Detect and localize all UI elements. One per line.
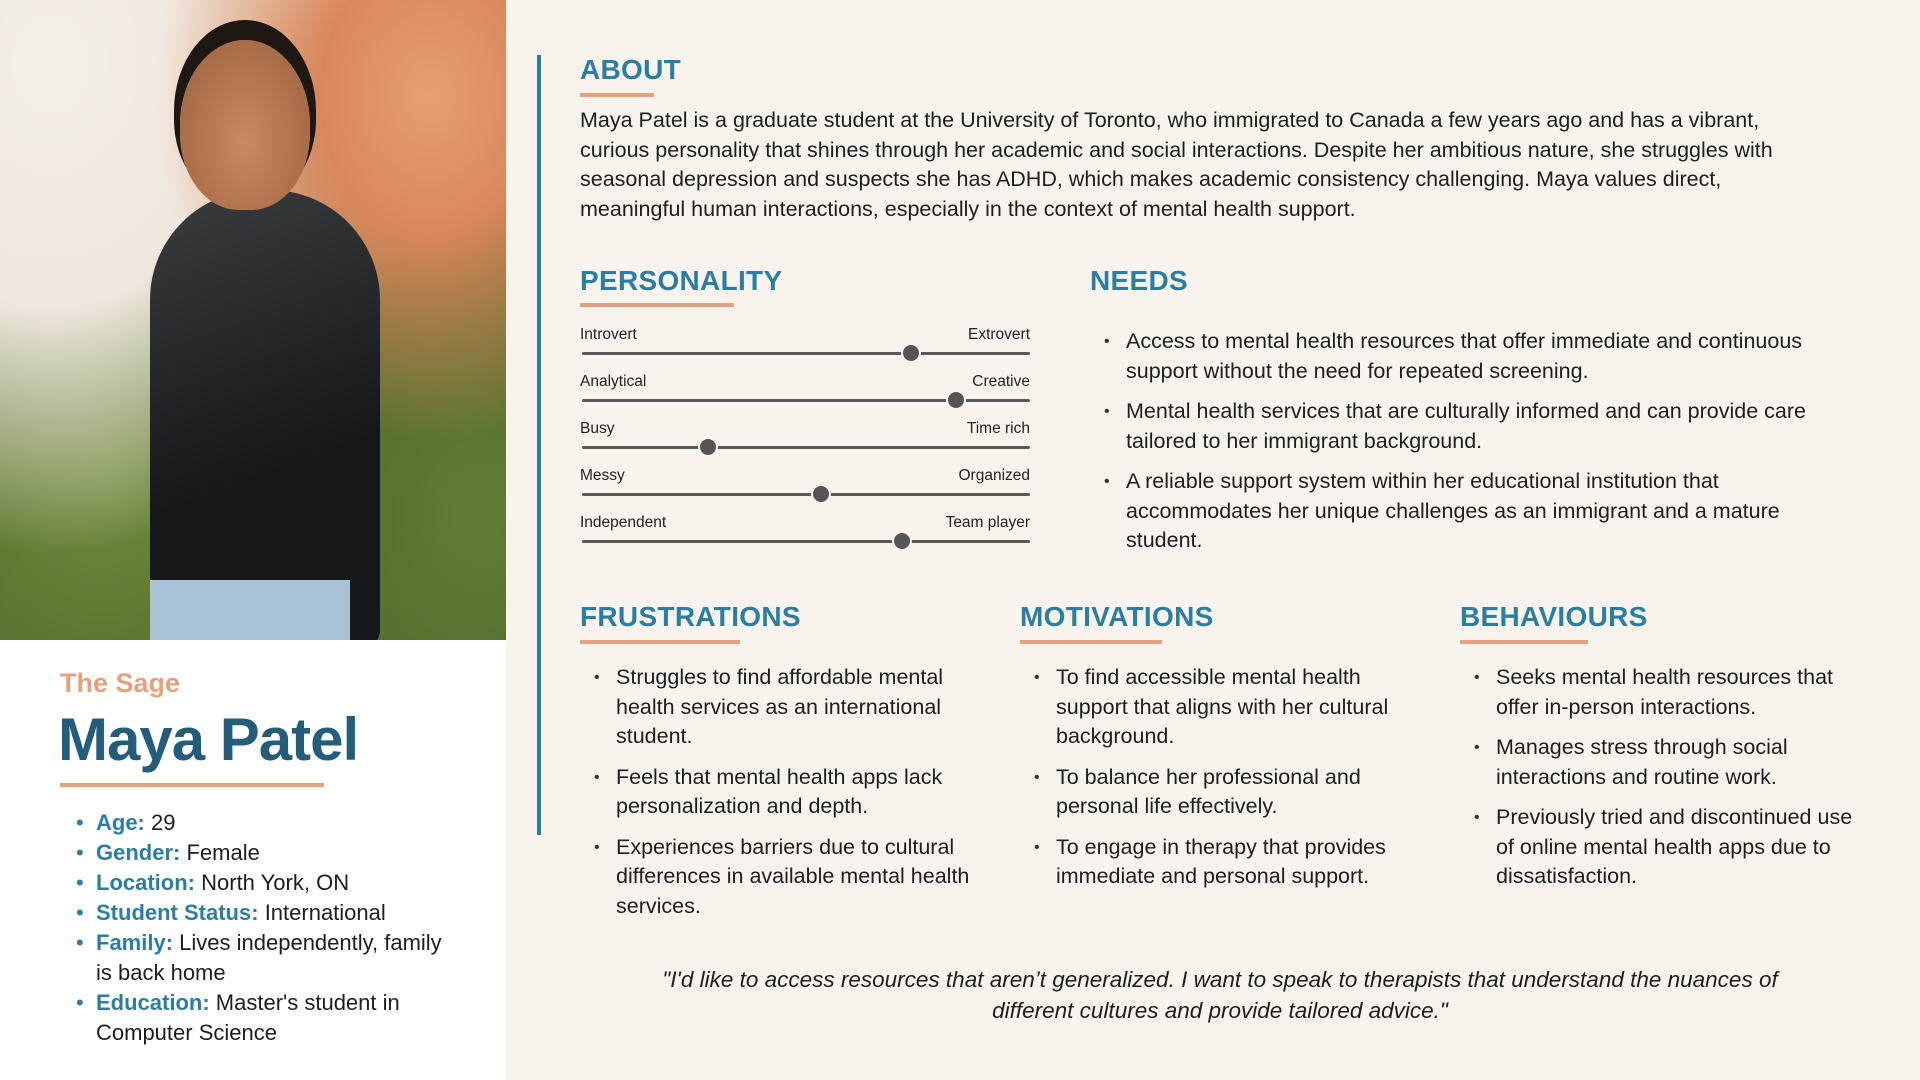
trait-right-label: Organized: [958, 467, 1030, 484]
frustrations-list: [594, 663, 994, 932]
motivations-list: [1034, 663, 1434, 902]
trait-left-label: Analytical: [580, 373, 647, 390]
personality-slider: [580, 326, 1030, 372]
motivations-item: • To find accessible mental health support that aligns with her cultural background.: [1034, 663, 1434, 752]
fact-value: Female: [186, 840, 260, 865]
slider-track: [582, 540, 1030, 543]
divider-line: [537, 55, 541, 835]
persona-facts: [76, 808, 446, 1048]
about-text: Maya Patel is a graduate student at the University of Toronto, who immigrated to Canada a few years ago and has a vibrant, curious personality that shines through her academic and social interactions. Despite her ambitious nature, she struggles with seasonal depression and suspects she has ADHD, which makes academic consistency challenging. Maya values direct, meaningful human interactions, especially in the context of mental health support.: [580, 108, 1773, 222]
photo-figure: [150, 190, 380, 640]
fact-value: 29: [151, 810, 176, 835]
fact-item: [76, 988, 446, 1048]
frustrations-item: • Experiences barriers due to cultural differences in available mental health services.: [594, 833, 994, 922]
frustrations-heading: FRUSTRATIONS: [580, 601, 801, 632]
trait-right-label: Time rich: [966, 420, 1030, 437]
motivations-heading: MOTIVATIONS: [1020, 601, 1214, 632]
frustrations-underline: [580, 640, 740, 644]
fact-label: Family:: [96, 930, 174, 955]
frustrations-item: • Feels that mental health apps lack personalization and depth.: [594, 763, 994, 822]
needs-list: [1104, 327, 1824, 566]
slider-knob: [946, 390, 966, 410]
fact-item: [76, 928, 446, 988]
about-underline: [580, 93, 654, 97]
slider-knob: [811, 484, 831, 504]
fact-item: [76, 808, 446, 838]
persona-photo: [0, 0, 506, 640]
behaviours-list: [1474, 663, 1874, 902]
fact-value: Lives independently, family is back home: [96, 930, 442, 985]
motivations-underline: [1020, 640, 1162, 644]
fact-label: Location:: [96, 870, 195, 895]
name-underline: [60, 783, 324, 787]
photo-face: [180, 40, 310, 210]
trait-right-label: Extrovert: [967, 326, 1030, 343]
profile-panel: [0, 0, 506, 1080]
persona-name: Maya Patel: [58, 706, 359, 773]
slider-knob: [892, 531, 912, 551]
persona-archetype: The Sage: [60, 668, 181, 698]
behaviours-item: • Seeks mental health resources that offer in-person interactions.: [1474, 663, 1874, 722]
slider-track: [582, 352, 1030, 355]
personality-heading: PERSONALITY: [580, 265, 783, 296]
fact-label: Gender:: [96, 840, 181, 865]
slider-track: [582, 493, 1030, 496]
trait-left-label: Busy: [580, 420, 615, 437]
fact-value: North York, ON: [201, 870, 350, 895]
photo-jeans: [150, 580, 350, 640]
personality-slider: [580, 373, 1030, 419]
needs-item: • A reliable support system within her educational institution that accommodates her unique challenges as an immigrant and a mature student.: [1104, 467, 1824, 556]
fact-label: Age:: [96, 810, 145, 835]
fact-item: [76, 838, 446, 868]
behaviours-underline: [1460, 640, 1588, 644]
behaviours-item: • Previously tried and discontinued use of online mental health apps due to dissatisfaction.: [1474, 803, 1874, 892]
behaviours-heading: BEHAVIOURS: [1460, 601, 1648, 632]
trait-right-label: Team player: [945, 514, 1030, 531]
motivations-item: • To engage in therapy that provides immediate and personal support.: [1034, 833, 1434, 892]
slider-track: [582, 446, 1030, 449]
persona-quote: "I'd like to access resources that aren’t generalized. I want to speak to therapists that understand the nuances of different cultures and provide tailored advice.": [662, 967, 1778, 1023]
trait-right-label: Creative: [972, 373, 1030, 390]
slider-knob: [901, 343, 921, 363]
motivations-item: • To balance her professional and personal life effectively.: [1034, 763, 1434, 822]
trait-left-label: Introvert: [580, 326, 637, 343]
fact-value: International: [264, 900, 386, 925]
fact-value: Master's student in Computer Science: [96, 990, 400, 1045]
personality-slider: [580, 467, 1030, 513]
personality-slider: [580, 514, 1030, 560]
behaviours-item: • Manages stress through social interactions and routine work.: [1474, 733, 1874, 792]
trait-left-label: Messy: [580, 467, 625, 484]
frustrations-item: • Struggles to find affordable mental health services as an international student.: [594, 663, 994, 752]
trait-left-label: Independent: [580, 514, 667, 531]
needs-item: • Mental health services that are culturally informed and can provide care tailored to her immigrant background.: [1104, 397, 1824, 456]
fact-item: [76, 868, 446, 898]
fact-item: [76, 898, 446, 928]
needs-heading: NEEDS: [1090, 265, 1188, 296]
about-heading: ABOUT: [580, 54, 682, 85]
personality-slider: [580, 420, 1030, 466]
slider-knob: [698, 437, 718, 457]
fact-label: Student Status:: [96, 900, 259, 925]
fact-label: Education:: [96, 990, 210, 1015]
personality-underline: [580, 303, 734, 307]
needs-item: • Access to mental health resources that offer immediate and continuous support without the need for repeated screening.: [1104, 327, 1824, 386]
